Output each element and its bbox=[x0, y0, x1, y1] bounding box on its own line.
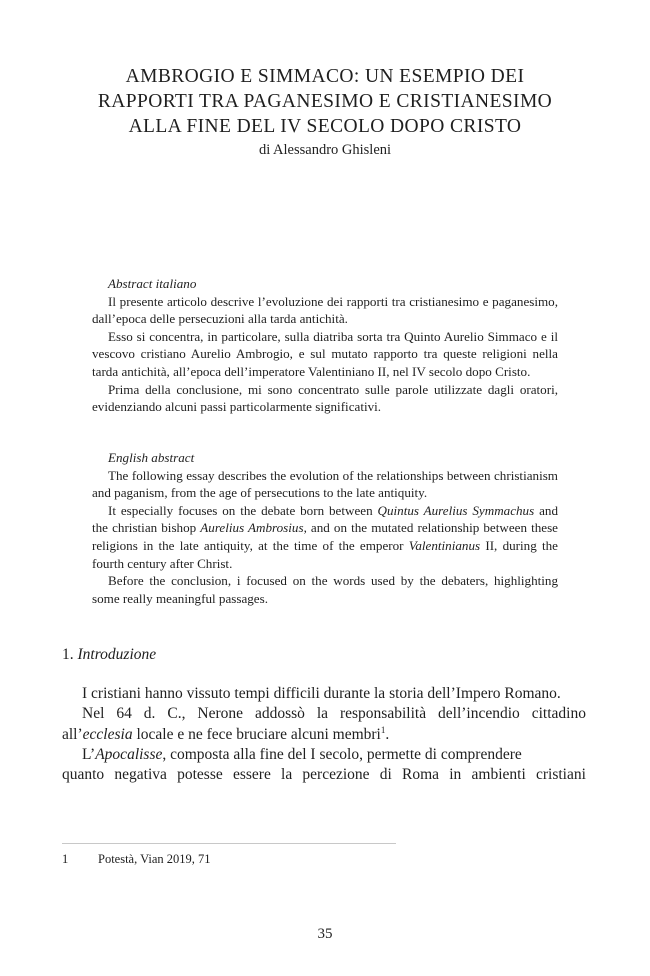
body-line-justified bbox=[62, 765, 586, 785]
abstract-english-heading: English abstract bbox=[108, 450, 195, 465]
article-author: di Alessandro Ghisleni bbox=[258, 142, 392, 158]
abstract-italian bbox=[92, 275, 558, 416]
section-number: 1. bbox=[62, 646, 74, 663]
abstract-paragraph bbox=[92, 502, 558, 572]
text-run: . bbox=[385, 725, 390, 743]
abstract-italian-heading: Abstract italiano bbox=[108, 276, 197, 291]
body-paragraph: I cristiani hanno vissuto tempi difficili durante la storia dell’Impero Romano. bbox=[82, 685, 561, 702]
text-run: II, during the fourth century after Christ. bbox=[92, 537, 558, 571]
word: la bbox=[281, 766, 293, 784]
text-run: , and on the mutated relationship between these religions in the late antiquity, at the time of the emperor bbox=[92, 520, 558, 553]
word: Roma bbox=[402, 766, 440, 784]
body-text bbox=[62, 684, 586, 785]
abstract-paragraph: Prima della conclusione, mi sono concentrato sulle parole utilizzate dagli oratori, evidenziando alcuni passi particolarmente significativi. bbox=[92, 381, 558, 415]
title-line: AMBROGIO E SIMMACO: UN ESEMPIO DEI bbox=[125, 66, 525, 87]
text-run: locale e ne fece bruciare alcuni membri bbox=[132, 725, 381, 743]
footnote-text: Potestà, Vian 2019, 71 bbox=[98, 852, 211, 866]
text-run: , composta alla fine del I secolo, permette di comprendere bbox=[162, 745, 522, 763]
italic-term: Apocalisse bbox=[95, 745, 163, 763]
abstract-paragraph: The following essay describes the evolution of the relationships between christianism and paganism, from the age of persecutions to the late antiquity. bbox=[92, 467, 558, 501]
word: in bbox=[449, 766, 462, 784]
word: ambienti bbox=[471, 766, 526, 784]
section-title: Introduzione bbox=[77, 646, 157, 663]
section-heading bbox=[62, 645, 156, 665]
italic-name: Valentinianus bbox=[408, 537, 481, 553]
text-run: It especially focuses on the debate born between bbox=[108, 502, 378, 518]
footnote-ref[interactable]: 1 bbox=[380, 724, 386, 735]
abstract-english bbox=[92, 449, 558, 607]
abstract-paragraph: Before the conclusion, i focused on the words used by the debaters, highlighting some really meaningful passages. bbox=[92, 573, 558, 606]
article-title bbox=[60, 64, 590, 139]
word: potesse bbox=[177, 766, 223, 784]
word: negativa bbox=[114, 766, 167, 784]
word: di bbox=[379, 766, 392, 784]
text-run: and the christian bishop bbox=[92, 502, 559, 536]
italic-name: Quintus Aurelius Symmachus bbox=[377, 502, 535, 518]
footnote bbox=[62, 851, 211, 867]
page-number: 35 bbox=[317, 926, 333, 942]
title-line: RAPPORTI TRA PAGANESIMO E CRISTIANESIMO bbox=[97, 91, 553, 112]
word: quanto bbox=[62, 766, 105, 784]
word: essere bbox=[232, 766, 271, 784]
abstract-paragraph: Esso si concentra, in particolare, sulla diatriba sorta tra Quinto Aurelio Simmaco e il vescovo cristiano Aurelio Ambrogio, e sul mutato rapporto tra queste religioni nella tarda antichità, all’epoca dell’imperatore Valentiniano II, nel IV secolo dopo Cristo. bbox=[92, 328, 558, 379]
footnote-number: 1 bbox=[62, 852, 69, 866]
text-run: Nel 64 d. C., Nerone addossò la responsabilità dell’incendio cittadino all’ bbox=[62, 705, 586, 743]
body-paragraph bbox=[62, 745, 586, 765]
italic-term: ecclesia bbox=[82, 725, 133, 743]
title-line: ALLA FINE DEL IV SECOLO DOPO CRISTO bbox=[128, 116, 522, 137]
italic-name: Aurelius Ambrosius bbox=[200, 520, 304, 536]
body-paragraph bbox=[62, 704, 586, 745]
word: cristiani bbox=[535, 766, 586, 784]
footnote-separator bbox=[62, 843, 396, 844]
word: percezione bbox=[302, 766, 370, 784]
text-run: L’ bbox=[82, 745, 96, 763]
abstract-paragraph: Il presente articolo descrive l’evoluzione dei rapporti tra cristianesimo e paganesimo, dall’epoca delle persecuzioni alla tarda antichità. bbox=[92, 293, 558, 327]
